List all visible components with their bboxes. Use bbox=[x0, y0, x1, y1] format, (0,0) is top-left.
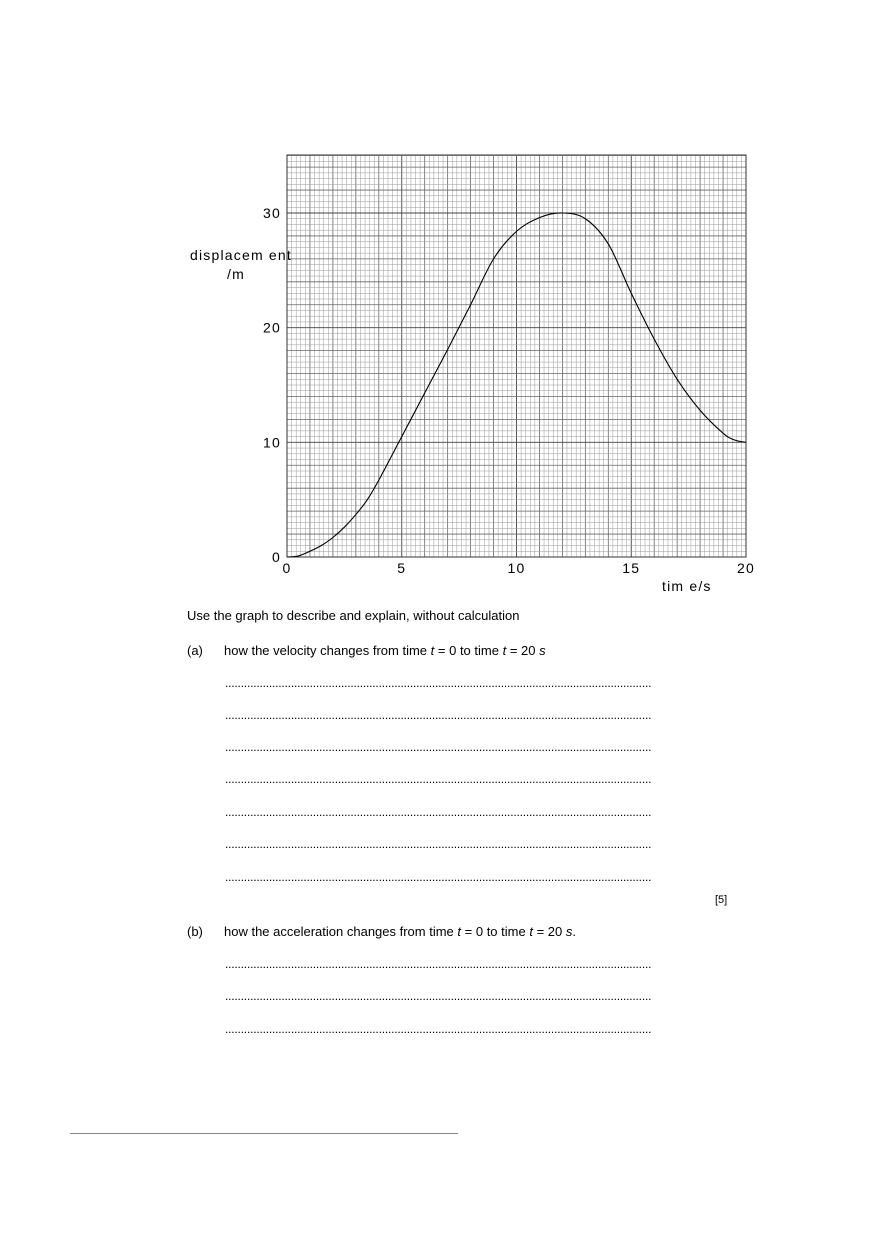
part-a-answer-line[interactable]: ........................................................................................................................................ bbox=[225, 740, 652, 754]
displacement-time-graph bbox=[180, 145, 800, 605]
x-axis-label: tim e/s bbox=[662, 578, 712, 594]
x-tick-label: 15 bbox=[622, 560, 641, 576]
part-b-answer-line[interactable]: ........................................................................................................................................ bbox=[225, 989, 652, 1003]
part-a-marks: [5] bbox=[715, 894, 728, 906]
footer-rule bbox=[70, 1133, 458, 1134]
x-tick-label: 10 bbox=[507, 560, 526, 576]
part-a-answer-line[interactable]: ........................................................................................................................................ bbox=[225, 708, 652, 722]
part-a-answer-line[interactable]: ........................................................................................................................................ bbox=[225, 676, 652, 690]
part-a-answer-line[interactable]: ........................................................................................................................................ bbox=[225, 870, 652, 884]
y-axis-unit: /m bbox=[227, 266, 245, 282]
graph-grid bbox=[287, 155, 746, 557]
y-tick-label: 30 bbox=[263, 205, 281, 221]
y-tick-label: 20 bbox=[263, 319, 281, 336]
part-a-answer-line[interactable]: ........................................................................................................................................ bbox=[225, 805, 652, 819]
y-tick-label: 10 bbox=[263, 434, 281, 451]
y-axis-label: displacem ent bbox=[190, 247, 292, 263]
part-a-answer-line[interactable]: ........................................................................................................................................ bbox=[225, 772, 652, 786]
x-tick-label: 20 bbox=[737, 560, 755, 576]
x-tick-label: 0 bbox=[282, 560, 292, 576]
part-b-label: (b) bbox=[187, 924, 203, 939]
part-a-text: how the velocity changes from time t = 0 to time t = 20 s bbox=[224, 643, 546, 658]
question-intro: Use the graph to describe and explain, without calculation bbox=[187, 608, 520, 623]
part-b-text: how the acceleration changes from time t = 0 to time t = 20 s. bbox=[224, 924, 576, 939]
part-a-answer-line[interactable]: ........................................................................................................................................ bbox=[225, 837, 652, 851]
part-a-label: (a) bbox=[187, 643, 203, 658]
part-b-answer-line[interactable]: ........................................................................................................................................ bbox=[225, 957, 652, 971]
y-tick-label: 0 bbox=[272, 549, 281, 565]
part-b-answer-line[interactable]: ........................................................................................................................................ bbox=[225, 1022, 652, 1036]
x-tick-label: 5 bbox=[397, 560, 407, 576]
